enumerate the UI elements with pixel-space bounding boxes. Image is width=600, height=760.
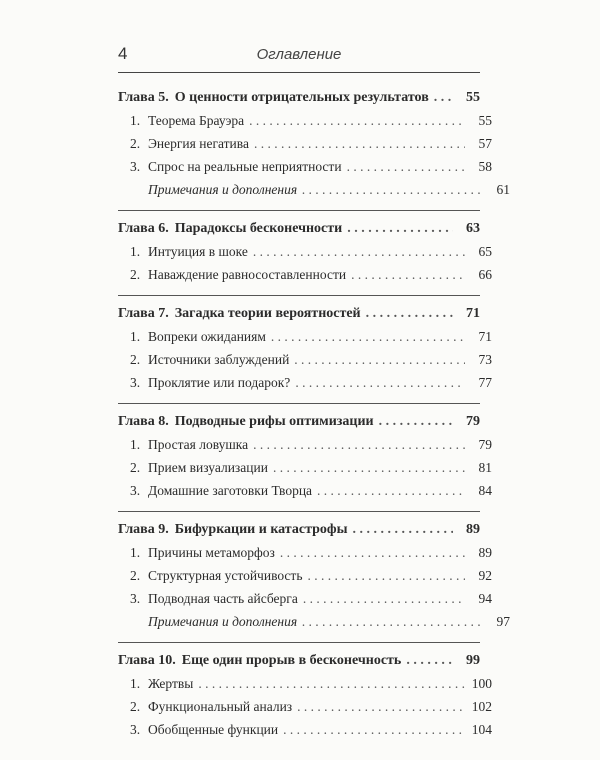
section-entry[interactable] bbox=[118, 113, 492, 128]
section-heading bbox=[130, 244, 248, 259]
section-title: Теорема Брауэра bbox=[148, 113, 245, 128]
section-heading bbox=[130, 329, 266, 344]
chapter-block bbox=[118, 414, 492, 512]
section-number: 1. bbox=[130, 329, 141, 344]
section-page: 102 bbox=[471, 699, 492, 714]
header-rule bbox=[118, 72, 480, 73]
chapter-entry[interactable] bbox=[118, 522, 480, 537]
section-entry[interactable] bbox=[118, 545, 492, 560]
chapter-title: О ценности отрицательных результатов bbox=[174, 90, 429, 105]
section-entry[interactable] bbox=[118, 136, 492, 151]
section-number: 1. bbox=[130, 676, 141, 691]
notes-page: 97 bbox=[496, 614, 510, 629]
notes-entry[interactable] bbox=[118, 182, 510, 197]
section-number: 3. bbox=[130, 159, 141, 174]
running-head bbox=[118, 44, 480, 68]
section-page: 65 bbox=[478, 244, 492, 259]
table-of-contents bbox=[118, 80, 510, 760]
dot-leader bbox=[302, 182, 483, 197]
chapter-number: Глава 9. bbox=[118, 522, 169, 537]
section-page: 79 bbox=[478, 437, 492, 452]
page-number: 4 bbox=[118, 44, 128, 63]
section-number: 2. bbox=[130, 267, 141, 282]
chapter-page: 63 bbox=[466, 221, 480, 236]
section-page: 58 bbox=[478, 159, 492, 174]
notes-title: Примечания и дополнения bbox=[148, 182, 298, 197]
section-entry[interactable] bbox=[118, 244, 492, 259]
section-entry[interactable] bbox=[118, 591, 492, 606]
section-number: 1. bbox=[130, 244, 141, 259]
section-title: Простая ловушка bbox=[148, 437, 249, 452]
section-entry[interactable] bbox=[118, 568, 492, 583]
section-heading bbox=[130, 460, 268, 475]
section-entry[interactable] bbox=[118, 460, 492, 475]
section-number: 1. bbox=[130, 437, 141, 452]
section-heading bbox=[130, 159, 342, 174]
dot-leader bbox=[302, 614, 483, 629]
chapter-title: Еще один прорыв в бесконечность bbox=[181, 653, 402, 668]
section-number: 2. bbox=[130, 568, 141, 583]
dot-leader bbox=[253, 244, 465, 259]
section-heading bbox=[130, 136, 249, 151]
dot-leader bbox=[271, 329, 465, 344]
dot-leader bbox=[308, 568, 466, 583]
dot-leader bbox=[347, 221, 453, 236]
section-entry[interactable] bbox=[118, 352, 492, 367]
section-title: Проклятие или подарок? bbox=[148, 375, 291, 390]
section-heading bbox=[130, 437, 248, 452]
dot-leader bbox=[280, 545, 465, 560]
chapter-block bbox=[118, 90, 510, 211]
dot-leader bbox=[351, 267, 465, 282]
section-entry[interactable] bbox=[118, 676, 492, 691]
section-heading bbox=[130, 722, 278, 737]
section-page: 94 bbox=[478, 591, 492, 606]
chapter-number: Глава 8. bbox=[118, 414, 169, 429]
section-title: Интуиция в шоке bbox=[148, 244, 248, 259]
section-heading bbox=[130, 545, 275, 560]
dot-leader bbox=[254, 136, 465, 151]
section-page: 66 bbox=[478, 267, 492, 282]
section-number: 3. bbox=[130, 375, 141, 390]
chapter-entry[interactable] bbox=[118, 221, 480, 236]
dot-leader bbox=[366, 306, 453, 321]
dot-leader bbox=[297, 699, 465, 714]
section-heading bbox=[130, 568, 303, 583]
dot-leader bbox=[283, 722, 465, 737]
section-entry[interactable] bbox=[118, 267, 492, 282]
section-page: 84 bbox=[478, 483, 492, 498]
section-page: 77 bbox=[478, 375, 492, 390]
chapter-entry[interactable] bbox=[118, 306, 480, 321]
dot-leader bbox=[295, 375, 465, 390]
chapter-number: Глава 7. bbox=[118, 306, 169, 321]
dot-leader bbox=[253, 437, 465, 452]
chapter-heading bbox=[118, 90, 429, 105]
section-heading bbox=[130, 699, 292, 714]
dot-leader bbox=[317, 483, 465, 498]
section-title: Структурная устойчивость bbox=[148, 568, 303, 583]
section-number: 2. bbox=[130, 460, 141, 475]
chapter-block bbox=[118, 653, 492, 750]
section-heading bbox=[130, 375, 290, 390]
section-entry[interactable] bbox=[118, 722, 492, 737]
notes-title: Примечания и дополнения bbox=[148, 614, 298, 629]
chapter-entry[interactable] bbox=[118, 90, 480, 105]
section-page: 92 bbox=[478, 568, 492, 583]
chapter-heading bbox=[118, 306, 361, 321]
section-title: Домашние заготовки Творца bbox=[148, 483, 313, 498]
section-heading bbox=[130, 267, 346, 282]
section-title: Вопреки ожиданиям bbox=[148, 329, 266, 344]
notes-entry[interactable] bbox=[118, 614, 510, 629]
section-heading bbox=[130, 483, 312, 498]
section-title: Энергия негатива bbox=[148, 136, 249, 151]
section-heading bbox=[130, 591, 298, 606]
section-entry[interactable] bbox=[118, 375, 492, 390]
section-page: 104 bbox=[471, 722, 492, 737]
running-title: Оглавление bbox=[256, 46, 342, 63]
chapter-number: Глава 6. bbox=[118, 221, 169, 236]
chapter-title: Загадка теории вероятностей bbox=[174, 306, 361, 321]
chapter-heading bbox=[118, 414, 374, 429]
chapter-heading bbox=[118, 522, 348, 537]
section-number: 2. bbox=[130, 699, 141, 714]
chapter-page: 99 bbox=[466, 653, 480, 668]
section-entry[interactable] bbox=[118, 483, 492, 498]
chapter-page: 89 bbox=[466, 522, 480, 537]
section-page: 81 bbox=[478, 460, 492, 475]
section-number: 2. bbox=[130, 136, 141, 151]
chapter-title: Бифуркации и катастрофы bbox=[174, 522, 348, 537]
chapter-block bbox=[118, 306, 492, 404]
section-heading bbox=[130, 676, 193, 691]
chapter-number: Глава 10. bbox=[118, 653, 176, 668]
dot-leader bbox=[294, 352, 465, 367]
section-title: Жертвы bbox=[148, 676, 194, 691]
dot-leader bbox=[198, 676, 465, 691]
dot-leader bbox=[353, 522, 453, 537]
section-number: 3. bbox=[130, 722, 141, 737]
dot-leader bbox=[303, 591, 465, 606]
section-number: 2. bbox=[130, 352, 141, 367]
dot-leader bbox=[379, 414, 453, 429]
section-number: 1. bbox=[130, 113, 141, 128]
section-entry[interactable] bbox=[118, 437, 492, 452]
section-title: Источники заблуждений bbox=[148, 352, 290, 367]
section-page: 55 bbox=[478, 113, 492, 128]
section-page: 71 bbox=[478, 329, 492, 344]
chapter-entry[interactable] bbox=[118, 414, 480, 429]
notes-page: 61 bbox=[496, 182, 510, 197]
dot-leader bbox=[249, 113, 465, 128]
chapter-block bbox=[118, 221, 492, 296]
chapter-entry[interactable] bbox=[118, 653, 480, 668]
dot-leader bbox=[434, 90, 453, 105]
section-title: Обобщенные функции bbox=[148, 722, 279, 737]
section-page: 89 bbox=[478, 545, 492, 560]
section-entry[interactable] bbox=[118, 699, 492, 714]
section-title: Функциональный анализ bbox=[148, 699, 293, 714]
section-page: 73 bbox=[478, 352, 492, 367]
chapter-page: 71 bbox=[466, 306, 480, 321]
dot-leader bbox=[406, 653, 453, 668]
section-entry[interactable] bbox=[118, 159, 492, 174]
section-page: 100 bbox=[471, 676, 492, 691]
section-heading bbox=[130, 352, 289, 367]
section-heading bbox=[130, 113, 244, 128]
section-number: 3. bbox=[130, 483, 141, 498]
dot-leader bbox=[273, 460, 465, 475]
chapter-block bbox=[118, 522, 510, 643]
chapter-heading bbox=[118, 653, 401, 668]
section-title: Прием визуализации bbox=[148, 460, 268, 475]
dot-leader bbox=[347, 159, 465, 174]
chapter-heading bbox=[118, 221, 342, 236]
chapter-title: Подводные рифы оптимизации bbox=[174, 414, 374, 429]
chapter-title: Парадоксы бесконечности bbox=[174, 221, 343, 236]
chapter-page: 79 bbox=[466, 414, 480, 429]
section-number: 1. bbox=[130, 545, 141, 560]
section-title: Наваждение равносоставленности bbox=[148, 267, 347, 282]
section-title: Причины метаморфоз bbox=[148, 545, 275, 560]
chapter-page: 55 bbox=[466, 90, 480, 105]
section-number: 3. bbox=[130, 591, 141, 606]
chapter-number: Глава 5. bbox=[118, 90, 169, 105]
section-title: Подводная часть айсберга bbox=[148, 591, 298, 606]
section-title: Спрос на реальные неприятности bbox=[148, 159, 342, 174]
section-entry[interactable] bbox=[118, 329, 492, 344]
section-page: 57 bbox=[478, 136, 492, 151]
